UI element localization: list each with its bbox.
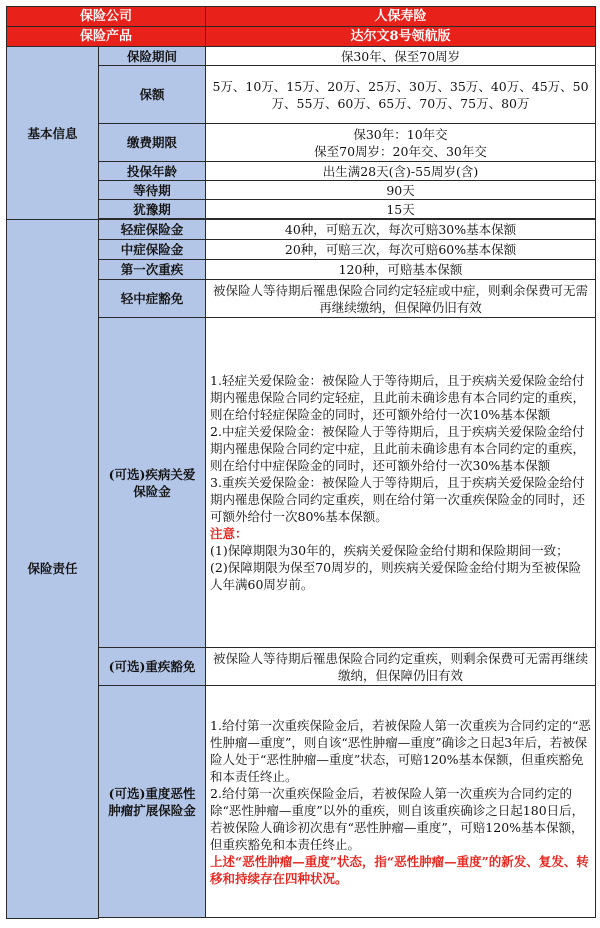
first-critical-label: 第一次重疾 [99, 260, 206, 280]
age-label: 投保年龄 [99, 162, 206, 181]
product-label: 保险产品 [7, 27, 206, 47]
care-value [206, 318, 596, 648]
wait-value: 90天 [206, 181, 596, 200]
critical-waiver-value: 被保险人等待期后罹患保险合同约定重疾，则剩余保费可无需再继续缴纳，但保障仍旧有效 [206, 648, 596, 686]
mild-label: 轻症保险金 [99, 220, 206, 240]
pay-value [206, 124, 596, 162]
insurance-table [6, 6, 596, 919]
care-label: (可选)疾病关爱保险金 [99, 318, 206, 648]
care-note-2: (2)保障期限为保至70周岁的，则疾病关爱保险金给付期为至被保险人年满60周岁前。 [210, 560, 582, 592]
care-item-3: 3.重疾关爱保险金：被保险人于等待期后，且于疾病关爱保险金给付期内罹患保险合同约定重疾，则在给付第一次重疾保险金的同时，还可额外给付一次80%基本保额。 [210, 475, 586, 524]
amount-value: 5万、10万、15万、20万、25万、30万、35万、40万、45万、50万、55万、60万、65万、70万、75万、80万 [206, 66, 596, 124]
cancer-value [206, 686, 596, 918]
company-value: 人保寿险 [206, 7, 596, 27]
care-item-2: 2.中症关爱保险金：被保险人于等待期后，且于疾病关爱保险金给付期内罹患保险合同约定中症，且此前未确诊患有本合同约定的重疾，则在给付中症保险金的同时，还可额外给付一次30%基本保额 [210, 424, 586, 473]
moderate-value: 20种，可赔三次，每次可赔60%基本保额 [206, 240, 596, 260]
hesitate-value: 15天 [206, 200, 596, 219]
pay-label: 缴费期限 [99, 124, 206, 162]
care-note-1: (1)保障期限为30年的，疾病关爱保险金给付期和保险期间一致； [210, 543, 569, 558]
pay-value-1: 保30年：10年交 [353, 126, 448, 142]
amount-label: 保额 [99, 66, 206, 124]
moderate-label: 中症保险金 [99, 240, 206, 260]
hesitate-label: 犹豫期 [99, 200, 206, 219]
row-mild [7, 220, 596, 240]
company-label: 保险公司 [7, 7, 206, 27]
header-row-product [7, 27, 596, 47]
wait-label: 等待期 [99, 181, 206, 200]
section-basic-info: 基本信息 [7, 47, 99, 220]
cancer-note: 上述“恶性肿瘤—重度”状态，指“恶性肿瘤—重度”的新发、复发、转移和持续存在四种状况。 [210, 853, 589, 886]
period-value: 保30年、保至70周岁 [206, 47, 596, 66]
mild-value: 40种，可赔五次，每次可赔30%基本保额 [206, 220, 596, 240]
care-note-title: 注意： [210, 526, 248, 541]
cancer-item-1: 1.给付第一次重疾保险金后，若被保险人第一次重疾为合同约定的“恶性肿瘤—重度”，则自该“恶性肿瘤—重度”确诊之日起3年后，若被保险人处于“恶性肿瘤—重度”状态，可赔120%基本保额，但重疾豁免和本责任终止。 [210, 717, 591, 784]
header-row-company [7, 7, 596, 27]
waiver-label: 轻中症豁免 [99, 280, 206, 318]
cancer-item-2: 2.给付第一次重疾保险金后，若被保险人第一次重疾为合同约定的除“恶性肿瘤—重度”以外的重疾，则自该重疾确诊之日起180日后，若被保险人确诊初次患有“恶性肿瘤—重度”，可赔120%基本保额，但重疾豁免和本责任终止。 [210, 785, 585, 852]
age-value: 出生满28天(含)-55周岁(含) [206, 162, 596, 181]
waiver-value: 被保险人等待期后罹患保险合同约定轻症或中症，则剩余保费可无需再继续缴纳，但保障仍旧有效 [206, 280, 596, 318]
care-item-1: 1.轻症关爱保险金：被保险人于等待期后，且于疾病关爱保险金给付期内罹患保险合同约定轻症，且此前未确诊患有本合同约定的重疾，则在给付轻症保险金的同时，还可额外给付一次10%基本保额 [210, 373, 586, 422]
critical-waiver-label: (可选)重疾豁免 [99, 648, 206, 686]
first-critical-value: 120种，可赔基本保额 [206, 260, 596, 280]
row-period [7, 47, 596, 66]
period-label: 保险期间 [99, 47, 206, 66]
section-liability: 保险责任 [7, 220, 99, 919]
cancer-label: (可选)重度恶性肿瘤扩展保险金 [99, 686, 206, 918]
product-value: 达尔文8号领航版 [206, 27, 596, 47]
pay-value-2: 保至70周岁：20年交、30年交 [314, 143, 487, 159]
